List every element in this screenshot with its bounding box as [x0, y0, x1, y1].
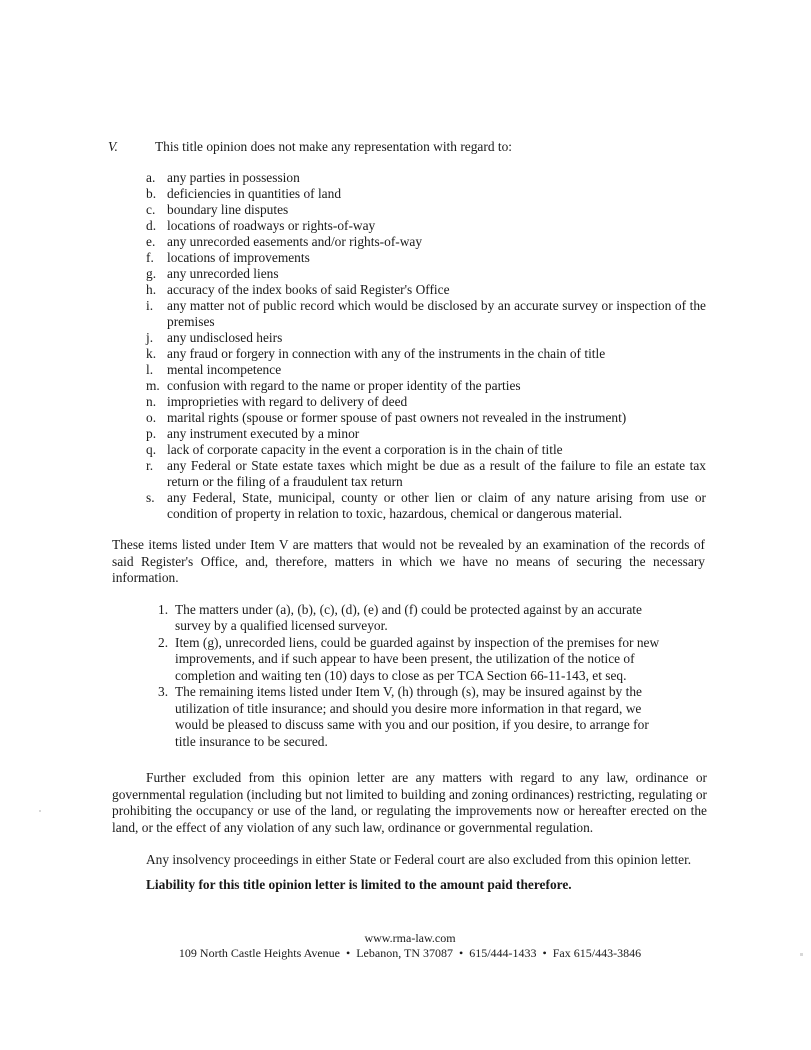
item-label: d.	[146, 218, 157, 233]
footer-phone: 615/444-1433	[469, 946, 537, 960]
exclusion-item	[146, 346, 706, 362]
item-text: accuracy of the index books of said Register's Office	[167, 282, 450, 297]
item-label: q.	[146, 442, 157, 457]
item-text: any parties in possession	[167, 170, 300, 185]
item-text: any Federal, State, municipal, county or other lien or claim of any nature arising from use or condition of property in relation to toxic, hazardous, chemical or dangerous material.	[167, 490, 706, 521]
item-label: c.	[146, 202, 156, 217]
remedy-label: 3.	[158, 684, 169, 699]
footer-city: Lebanon, TN 37087	[356, 946, 453, 960]
footer-address-line	[150, 946, 670, 961]
item-text: locations of improvements	[167, 250, 310, 265]
item-label: n.	[146, 394, 157, 409]
item-label: l.	[146, 362, 154, 377]
item-text: any unrecorded easements and/or rights-of-way	[167, 234, 423, 249]
item-label: p.	[146, 426, 157, 441]
item-label: s.	[146, 490, 155, 505]
item-label: m.	[146, 378, 160, 393]
exclusion-item	[146, 490, 706, 522]
remedy-text: The remaining items listed under Item V, (h) through (s), may be insured against by the utilization of title insurance; and should you desire more information in that regard, we would be pleased to discuss same with you and our position, if you desire, to arrange for title insurance to be secured.	[175, 684, 649, 749]
section-intro: This title opinion does not make any representation with regard to:	[155, 139, 512, 154]
bullet-separator: •	[458, 946, 464, 960]
item-label: f.	[146, 250, 154, 265]
bullet-separator: •	[542, 946, 547, 960]
item-text: any undisclosed heirs	[167, 330, 283, 345]
scan-speck	[800, 953, 803, 956]
exclusion-item	[146, 218, 706, 234]
exclusion-item	[146, 458, 706, 490]
item-text: confusion with regard to the name or proper identity of the parties	[167, 378, 521, 393]
footer-website[interactable]	[150, 931, 670, 946]
insolvency-paragraph: Any insolvency proceedings in either State or Federal court are also excluded from this opinion letter.	[146, 852, 692, 867]
footer	[150, 931, 670, 961]
item-label: o.	[146, 410, 157, 425]
item-text: mental incompetence	[167, 362, 282, 377]
exclusion-item	[146, 202, 706, 218]
exclusion-item	[146, 394, 706, 410]
liability-statement: Liability for this title opinion letter is limited to the amount paid therefore.	[146, 876, 572, 892]
bullet-separator: •	[346, 946, 351, 960]
item-label: i.	[146, 298, 154, 313]
scan-speck	[39, 810, 41, 812]
item-text: lack of corporate capacity in the event a corporation is in the chain of title	[167, 442, 563, 457]
further-excluded-paragraph: Further excluded from this opinion letter are any matters with regard to any law, ordinance or governmental regulation (including but not limited to building and zoning ordinances) restricting, regulating or prohibiting the occupancy or use of the land, or regulating the improvements now or hereafter erected on the land, or the effect of any violation of any such law, ordinance or governmental regulation.	[112, 770, 708, 835]
remedy-item	[158, 635, 662, 685]
item-text: any unrecorded liens	[167, 266, 279, 281]
remedy-item	[158, 684, 662, 750]
item-label: k.	[146, 346, 157, 361]
item-text: marital rights (spouse or former spouse of past owners not revealed in the instrument)	[167, 410, 627, 425]
website-link[interactable]: www.rma-law.com	[364, 931, 456, 945]
remedy-label: 2.	[158, 634, 169, 650]
item-label: r.	[146, 458, 154, 473]
exclusion-item	[146, 410, 706, 426]
remedy-item	[158, 602, 662, 635]
exclusion-item	[146, 282, 706, 298]
item-label: g.	[146, 266, 157, 281]
exclusions-list	[146, 170, 706, 522]
item-label: h.	[146, 282, 157, 297]
section-numeral: V.	[108, 139, 118, 154]
remedy-text: Item (g), unrecorded liens, could be guarded against by inspection of the premises for new improvements, and if such appear to have been present, the utilization of the notice of completion and waiting ten (10) days to close as per TCA Section 66-11-143, et seq.	[175, 634, 660, 683]
exclusion-item	[146, 378, 706, 394]
item-label: e.	[146, 234, 156, 249]
footer-street: 109 North Castle Heights Avenue	[178, 946, 341, 960]
item-label: b.	[146, 186, 157, 201]
item-text: boundary line disputes	[167, 202, 289, 217]
exclusion-item	[146, 298, 706, 330]
item-text: any fraud or forgery in connection with any of the instruments in the chain of title	[167, 346, 606, 361]
item-text: any instrument executed by a minor	[167, 426, 360, 441]
item-text: any matter not of public record which would be disclosed by an accurate survey or inspection of the premises	[167, 298, 706, 329]
remedy-text: The matters under (a), (b), (c), (d), (e) and (f) could be protected against by an accurate survey by a qualified licensed surveyor.	[175, 601, 642, 633]
exclusion-item	[146, 234, 706, 250]
item-text: any Federal or State estate taxes which might be due as a result of the failure to file an estate tax return or the filing of a fraudulent tax return	[167, 458, 706, 489]
footer-fax: Fax 615/443-3846	[552, 946, 642, 960]
exclusion-item	[146, 250, 706, 266]
exclusion-item	[146, 362, 706, 378]
section-heading	[0, 139, 811, 155]
item-label: j.	[146, 330, 154, 345]
item-label: a.	[146, 170, 156, 185]
item-text: deficiencies in quantities of land	[167, 186, 342, 201]
exclusion-item	[146, 186, 706, 202]
item-text: locations of roadways or rights-of-way	[167, 218, 376, 233]
exclusion-item	[146, 170, 706, 186]
explanation-paragraph: These items listed under Item V are matters that would not be revealed by an examination of the records of said Register's Office, and, therefore, matters in which we have no means of securing the necessary information.	[112, 537, 705, 585]
exclusion-item	[146, 426, 706, 442]
remedies-list	[158, 602, 662, 751]
exclusion-item	[146, 330, 706, 346]
remedy-label: 1.	[158, 601, 169, 617]
item-text: improprieties with regard to delivery of deed	[167, 394, 408, 409]
exclusion-item	[146, 266, 706, 282]
exclusion-item	[146, 442, 706, 458]
